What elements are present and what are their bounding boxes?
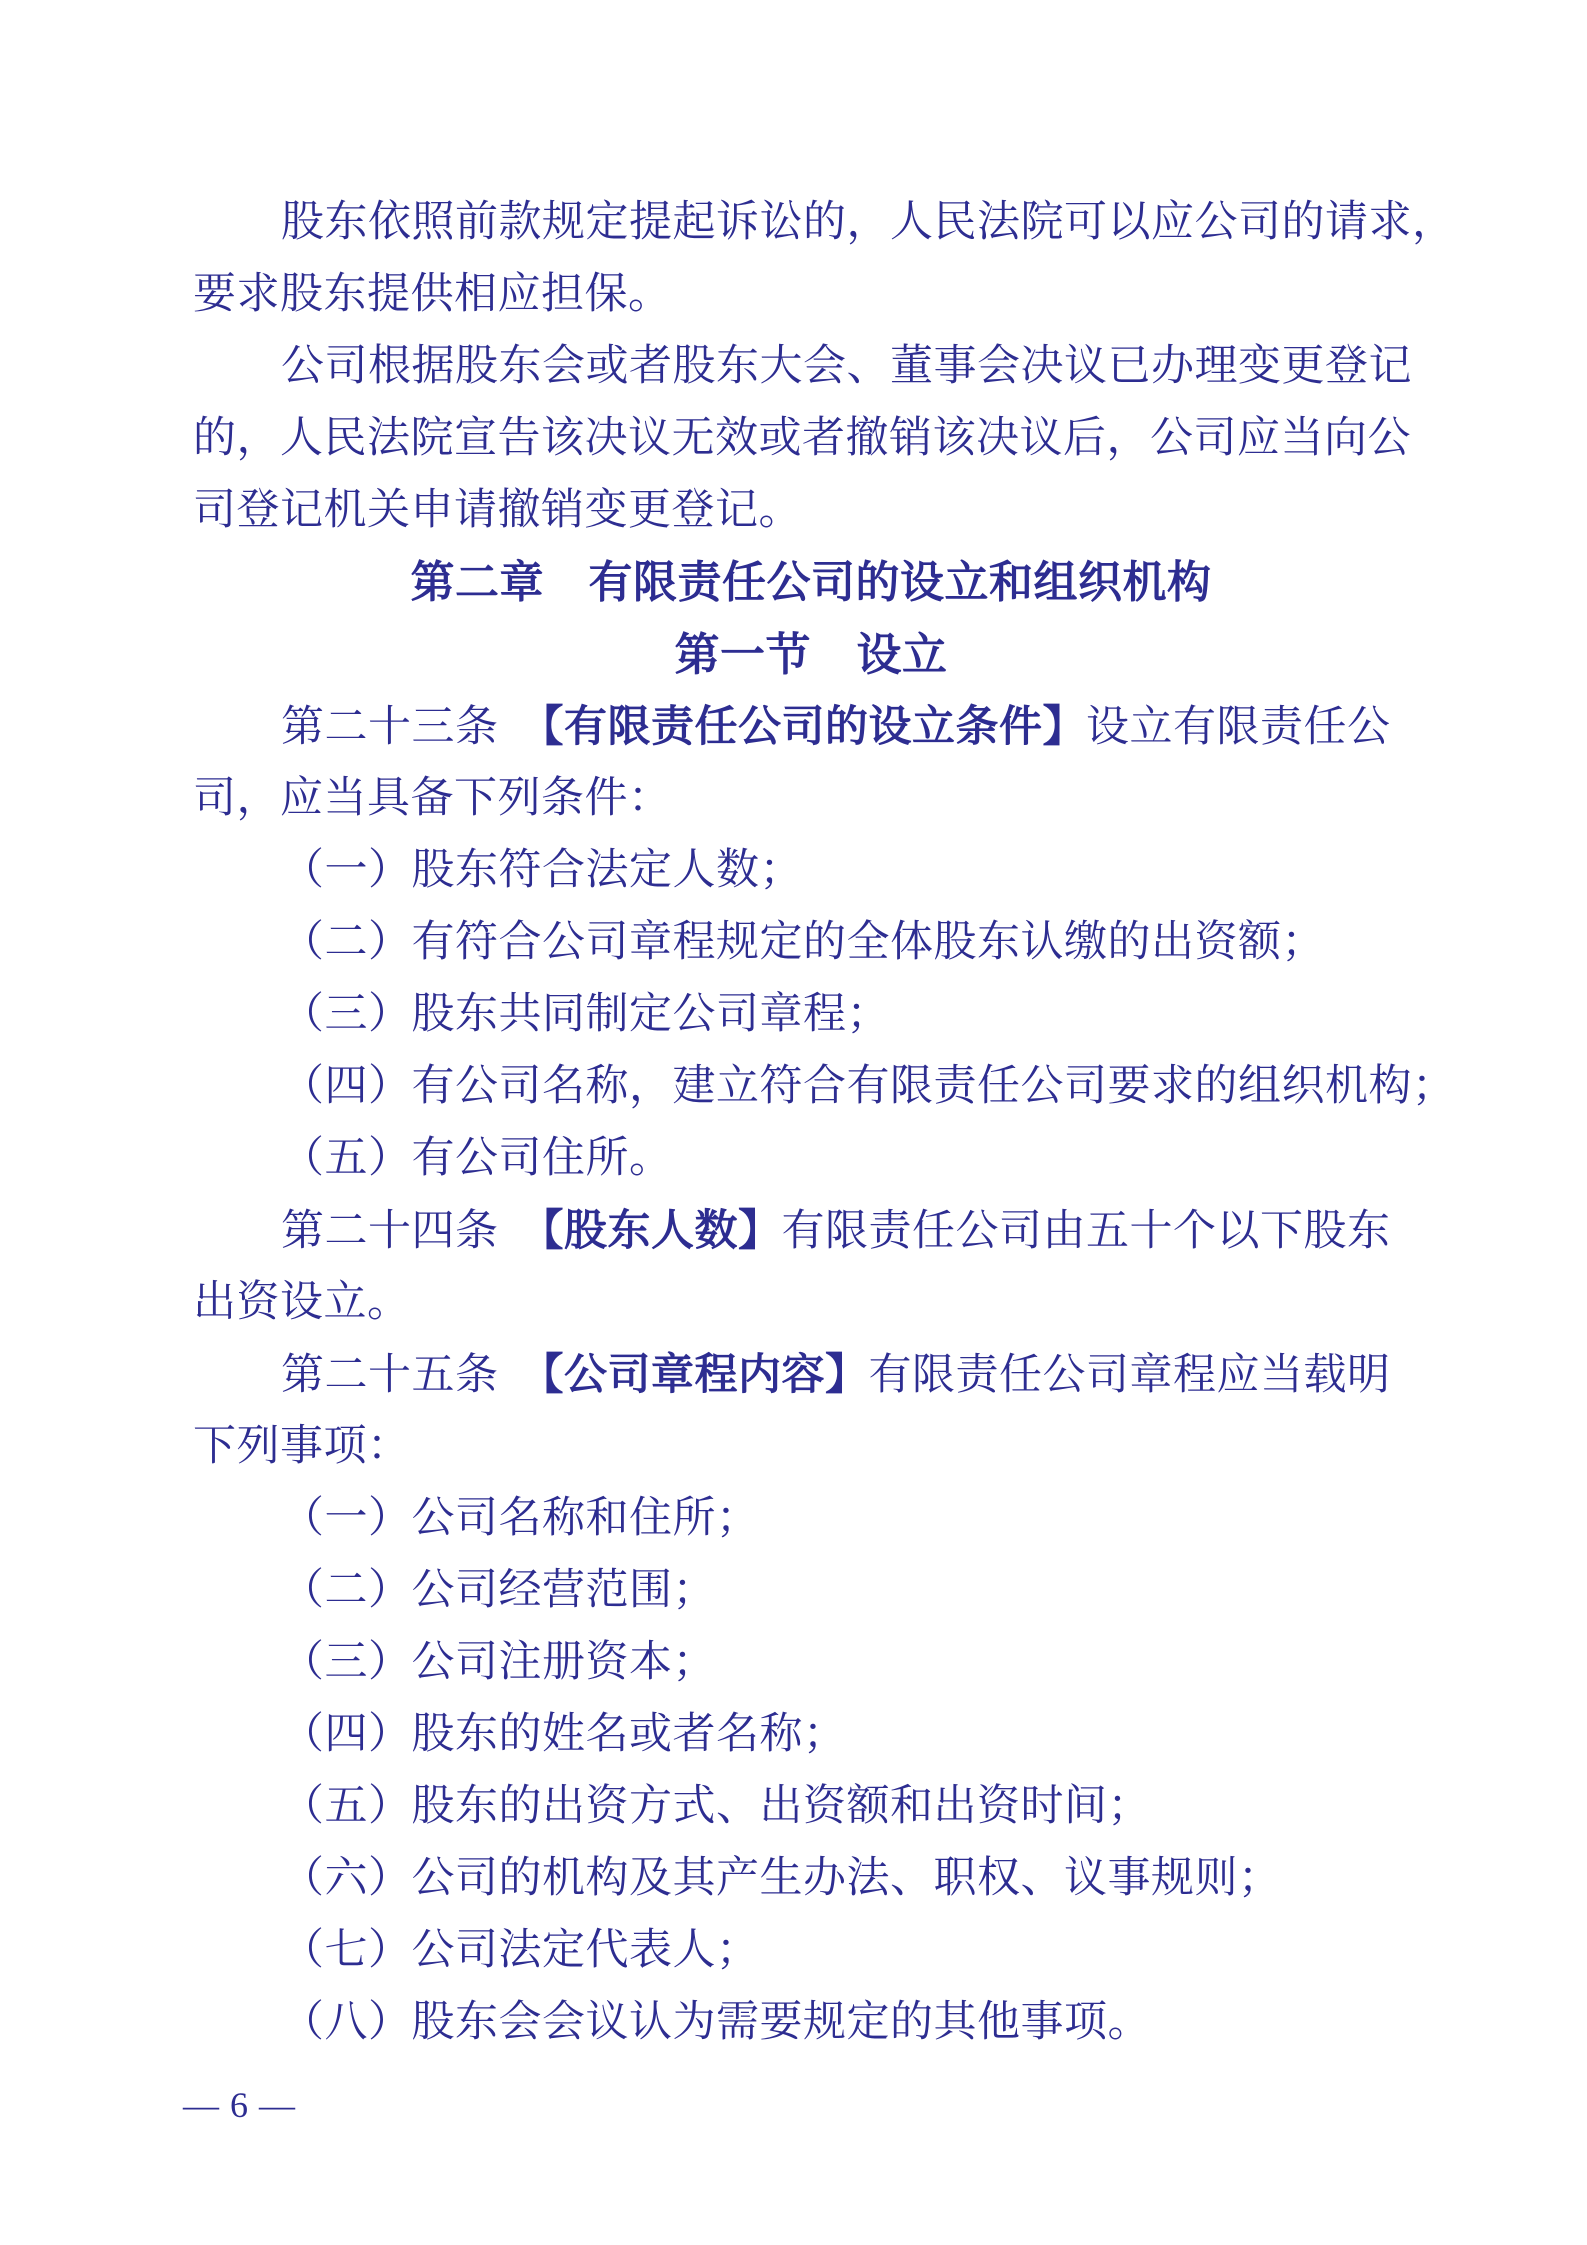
text-line	[193, 331, 1429, 403]
text-line	[193, 979, 1429, 1051]
text-segment: （一）公司名称和住所；	[281, 1495, 760, 1542]
text-line	[193, 1555, 1429, 1627]
text-line	[193, 1051, 1456, 1123]
text-line	[193, 835, 1429, 907]
text-line	[193, 691, 1429, 763]
text-segment: 的，人民法院宣告该决议无效或者撤销该决议后，公司应当向公	[193, 415, 1411, 462]
text-line	[193, 403, 1429, 475]
text-segment: 股东依照前款规定提起诉讼的，人民法院可以应公司的请求，	[281, 199, 1456, 246]
text-line	[193, 1339, 1429, 1411]
text-line	[193, 475, 1429, 547]
text-line	[193, 1483, 1429, 1555]
text-segment: 有限责任公司由五十个以下股东	[781, 1208, 1391, 1255]
text-line	[193, 1195, 1429, 1267]
text-segment: （四）股东的姓名或者名称；	[281, 1711, 847, 1758]
text-segment: （五）股东的出资方式、出资额和出资时间；	[281, 1783, 1151, 1830]
text-block	[193, 187, 1456, 2059]
text-line	[193, 1699, 1429, 1771]
text-segment: 第二十五条	[281, 1352, 542, 1399]
text-segment: （五）有公司住所。	[281, 1135, 673, 1182]
text-line	[193, 259, 1429, 331]
text-segment: 第二十三条	[281, 704, 542, 751]
text-line	[193, 1411, 1429, 1483]
text-segment: 公司根据股东会或者股东大会、董事会决议已办理变更登记	[281, 343, 1412, 390]
text-line	[193, 1843, 1429, 1915]
text-segment: 有限责任公司章程应当载明	[868, 1352, 1391, 1399]
text-segment: （七）公司法定代表人；	[281, 1927, 760, 1974]
article-title-bold: 【股东人数】	[542, 1207, 782, 1255]
text-line	[193, 763, 1429, 835]
text-segment: 下列事项：	[193, 1423, 411, 1470]
text-segment: （一）股东符合法定人数；	[281, 847, 803, 894]
text-line	[193, 1915, 1429, 1987]
text-segment: （三）股东共同制定公司章程；	[281, 991, 890, 1038]
text-segment: （三）公司注册资本；	[281, 1639, 716, 1686]
text-segment: （二）公司经营范围；	[281, 1567, 716, 1614]
text-segment: （四）有公司名称，建立符合有限责任公司要求的组织机构；	[281, 1063, 1456, 1110]
text-line	[193, 1627, 1429, 1699]
article-title-bold: 第一节 设立	[674, 629, 948, 680]
text-segment: 要求股东提供相应担保。	[193, 271, 672, 318]
article-title-bold: 第二章 有限责任公司的设立和组织机构	[410, 558, 1212, 607]
text-segment: 司登记机关申请撤销变更登记。	[193, 487, 802, 534]
text-line	[193, 907, 1429, 979]
text-segment: （二）有符合公司章程规定的全体股东认缴的出资额；	[281, 919, 1325, 966]
article-title-bold: 【公司章程内容】	[542, 1351, 869, 1399]
text-line	[193, 1123, 1429, 1195]
text-segment: 出资设立。	[193, 1279, 411, 1326]
page-footer: — 6 —	[183, 2085, 296, 2125]
article-title-bold: 【有限责任公司的设立条件】	[542, 703, 1086, 751]
text-line	[193, 1987, 1429, 2059]
text-segment: 第二十四条	[281, 1208, 542, 1255]
section-heading	[193, 619, 1429, 691]
chapter-heading	[193, 547, 1429, 619]
text-segment: （八）股东会会议认为需要规定的其他事项。	[281, 1999, 1151, 2046]
text-line	[193, 187, 1456, 259]
text-line	[193, 1267, 1429, 1339]
text-line	[193, 1771, 1429, 1843]
text-segment: （六）公司的机构及其产生办法、职权、议事规则；	[281, 1855, 1282, 1902]
text-segment: 司，应当具备下列条件：	[193, 775, 672, 822]
text-segment: 设立有限责任公	[1086, 704, 1391, 751]
